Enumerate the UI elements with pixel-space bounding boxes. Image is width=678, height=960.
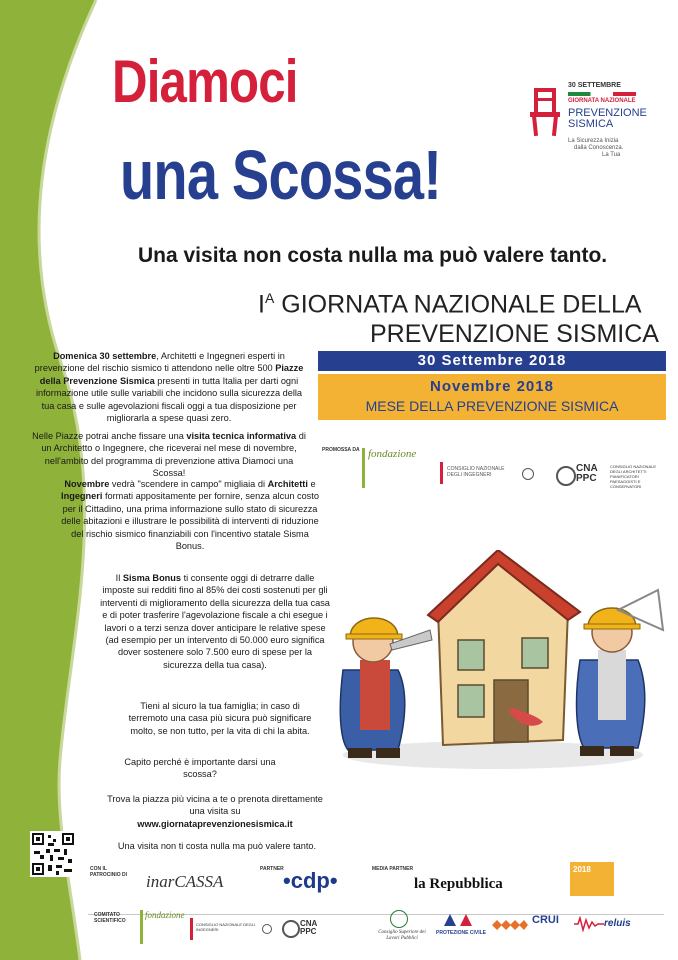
fondazione-logo [362,448,422,490]
repubblica-logo: la Repubblica [414,876,503,892]
month-band [318,374,666,420]
chair-logo-icon [528,86,562,138]
emblem-icon [522,468,534,480]
logo-tagline [568,138,623,159]
date-band [318,351,666,371]
p3-bold-2: Architetti [267,479,308,489]
giornata-sup: A [264,290,275,306]
logo-date: 30 SETTEMBRE [568,82,621,89]
website-link[interactable]: www.giornataprevenzionesismica.it [137,818,293,829]
paragraph-7 [100,793,330,830]
p2-text-2: di un Architetto o Ingegnere, che riceverai nel mese di novembre, nell'ambito del programma di prevenzione attiva Diamoci una Scossa! [41,431,306,479]
comitato-label: COMITATO SCIENTIFICO [94,912,126,924]
giornata-line1 [258,290,642,319]
p3-text-2: e [307,479,316,489]
reluis-wave-icon [574,916,604,932]
protezione-civile-icon [440,910,476,928]
month-band-title: Novembre 2018 [430,378,554,395]
cni-logo-text: CONSIGLIO NAZIONALE DEGLI INGEGNERI [447,466,505,478]
month-band-subtitle: MESE DELLA PREVENZIONE SISMICA [365,398,619,414]
paragraph-3 [60,478,320,552]
cnappc-footer-logo: CNA PPC [300,919,318,936]
fondazione-footer-text: fondazione [145,910,185,920]
cni-logo-bar [440,462,443,484]
fondazione-logo-text: fondazione [368,448,417,460]
paragraph-5: Tieni al sicuro la tua famiglia; in caso di terremoto una casa più sicura può significare molto, se non tutto, per la vita di chi la abita. [128,701,312,736]
giornata-line1-rest: GIORNATA NAZIONALE DELLA [274,290,642,319]
media-partner-label: MEDIA PARTNER [372,866,414,872]
logo-tag-line1: La Sicurezza Inizia [568,138,619,144]
protezione-civile-text: PROTEZIONE CIVILE [436,930,487,936]
republic-emblem-icon [556,466,576,486]
paragraph-6: Capito perché è importante darsi una scossa? [124,757,276,780]
logo-flag [568,92,636,96]
p1-text-2: presenti in tutta Italia per darti ogni informazione utile sulle variabili che incidono sulla sicurezza della tua casa e sulle agevolazioni fiscali oggi a tua disposizione per migliorarla a spese quasi zero. [35,375,303,424]
p2-text-1: Nelle Piazze potrai anche fissare una [32,431,187,441]
giornata-line2: PREVENZIONE SISMICA [370,320,659,348]
tagline: Una visita non costa nulla ma può valere tanto. [138,244,608,267]
year-badge [570,862,614,896]
cslp-text: Consiglio Superiore dei Lavori Pubblici [378,930,426,941]
paragraph-2 [30,430,308,480]
p3-text-1: vedrà "scendere in campo" migliaia di [109,479,268,489]
p1-text-1: , Architetti e Ingegneri esperti in prevenzione del rischio sismico ti attendono nelle oltre 500 [34,351,285,374]
p1-bold-1: Domenica 30 settembre [53,351,157,361]
giornata-prefix: I [258,290,265,319]
logo-subtitle: GIORNATA NAZIONALE [568,98,636,104]
cni-footer-text: CONSIGLIO NAZIONALE DEGLI INGEGNERI [196,922,256,932]
logo-tag-line2: dalla Conoscenza. [574,145,624,151]
cartoon-illustration [318,550,668,780]
p2-bold-1: visita tecnica informativa [186,431,297,441]
logo-title [568,108,647,130]
crui-logo: CRUI [532,914,559,926]
year-badge-text: 2018 [573,865,591,874]
p4-text-2: ti consente oggi di detrarre dalle imposte sui redditi fino al 85% dei costi sostenuti per gli interventi di miglioramento della sicurezza della tua casa e di poter trasferire l'agevolazione fiscale a chi esegue i lavori o a terzi senza dover anticipare le relative spese (ad esempio per un intervento di 50.000 euro significa dover sostenere solo 7.500 euro di spese per la sicurezza della tua casa). [100,573,330,670]
date-band-text: 30 Settembre 2018 [417,352,567,369]
p4-bold-1: Sisma Bonus [122,573,182,583]
reluis-logo: reluis [604,918,631,929]
promoted-by-label: PROMOSSA DA [322,447,360,453]
inarcassa-logo: inarCASSA [146,872,224,891]
emblem-footer-icon [262,924,272,934]
cnappc-logo: CNA PPC [576,463,598,484]
headline-line2: una Scossa! [120,136,442,214]
diamonds-logo-icon [492,920,528,930]
fondazione-footer-logo [140,910,188,946]
p4-text-1: Il [115,573,123,583]
logo-title-line2: SISMICA [568,118,614,130]
cnappc-full-name: CONSIGLIO NAZIONALE DEGLI ARCHITETTI PIANIFICATORI PAESAGGISTI E CONSERVATORI [610,464,657,489]
headline-line1: Diamoci [112,48,298,115]
qr-code[interactable] [30,831,76,877]
paragraph-8: Una visita non ti costa nulla ma può valere tanto. [117,841,317,851]
cslp-emblem-icon [390,910,408,928]
republic-footer-icon [282,920,300,938]
cni-footer-bar [190,918,193,940]
cdp-logo: •cdp• [283,868,338,893]
patrocinio-label: CON IL PATROCINIO DI [90,866,128,878]
p3-bold-1: Novembre [64,479,110,489]
logo-tag-line3: La Tua [602,152,621,158]
logo-title-line1: PREVENZIONE [568,107,647,119]
paragraph-4 [100,572,330,671]
paragraph-1 [30,350,308,424]
p3-text-3: formati appositamente per fornire, senza alcun costo per il Cittadino, una prima informazione sullo stato di sicurezza delle abitazioni e illustrare le possibilità di interventi di riduzione del rischio sismico finanziabili con l'incentivo statale Sisma Bonus. [61,491,319,552]
p1-bold-2: Piazze della Prevenzione Sismica [39,363,304,386]
partner-label: PARTNER [260,866,284,872]
p7-text-1: Trova la piazza più vicina a te o prenota direttamente una visita su [107,794,323,817]
p3-bold-3: Ingegneri [61,491,103,502]
